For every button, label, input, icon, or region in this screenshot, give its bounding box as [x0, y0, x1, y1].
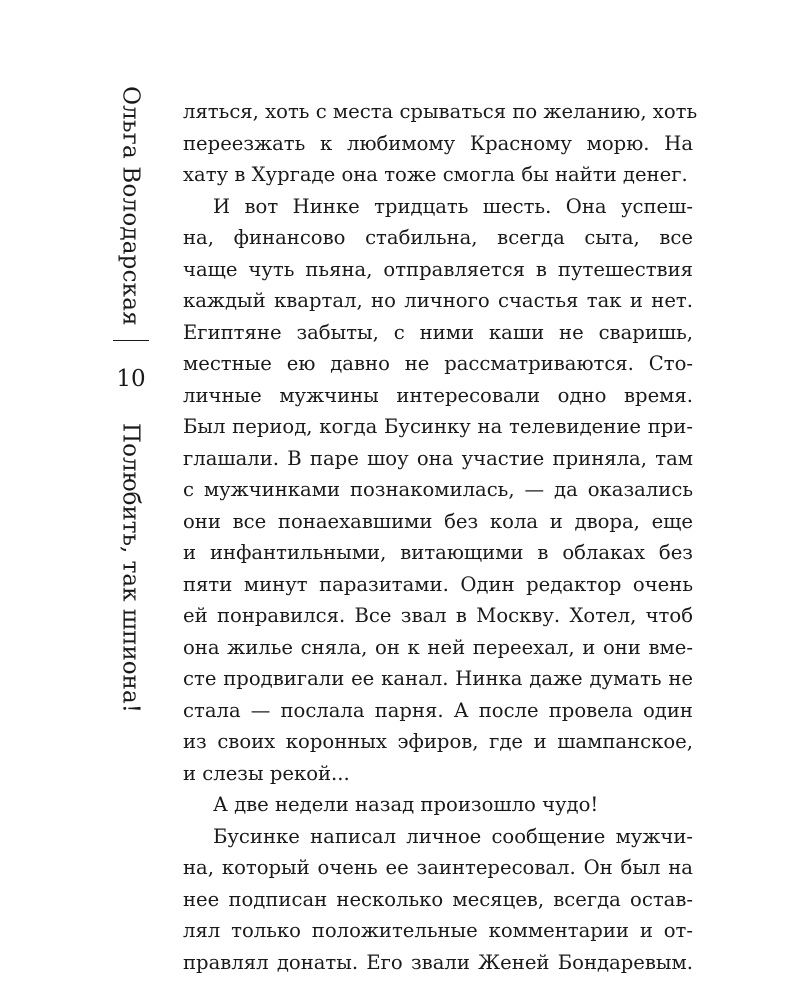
text-line: они все понаехавшими без кола и двора, еще	[183, 509, 693, 533]
text-line: переезжать к любимому Красному морю. На	[183, 131, 693, 155]
text-line: Бусинке написал личное сообщение мужчи-	[213, 824, 693, 848]
text-line: ляться, хоть с места срываться по желанию, хоть	[183, 100, 698, 123]
text-line: пяти минут паразитами. Один редактор очень	[183, 572, 693, 596]
text-line: личные мужчины интересовали одно время.	[183, 383, 693, 407]
text-line: Был период, когда Бусинку на телевидение при-	[183, 415, 693, 438]
running-head-book-title: Полюбить, так шпиона!	[117, 423, 144, 713]
text-line: с мужчинками познакомилась, — да оказались	[183, 478, 693, 501]
text-line: на, который очень ее заинтересовал. Он был на	[183, 856, 693, 879]
text-line: на, финансово стабильна, всегда сыта, все	[183, 226, 693, 249]
body-text	[183, 96, 698, 978]
text-line: лял только положительные комментарии и от-	[183, 919, 693, 942]
text-line: стала — послала парня. А после провела один	[183, 698, 693, 722]
text-line: она жилье сняла, он к ней переехал, и они вме-	[183, 635, 693, 659]
text-line: каждый квартал, но личного счастья так и нет.	[183, 289, 693, 312]
text-line: хату в Хургаде она тоже смогла бы найти денег.	[183, 163, 688, 186]
text-line: нее подписан несколько месяцев, всегда остав-	[183, 887, 693, 911]
text-line: И вот Нинке тридцать шесть. Она успеш-	[213, 194, 693, 218]
text-line: из своих коронных эфиров, где и шампанское,	[183, 730, 693, 753]
page-margin	[110, 86, 150, 713]
running-head-divider	[113, 340, 149, 341]
page-number: 10	[116, 366, 146, 392]
text-line: ей понравился. Все звал в Москву. Хотел, чтоб	[183, 604, 693, 627]
text-line: глашали. В паре шоу она участие приняла, там	[183, 446, 693, 470]
text-line: сте продвигали ее канал. Нинка даже думать не	[183, 667, 693, 690]
text-line: правлял донаты. Его звали Женей Бондаревым.	[183, 950, 693, 974]
text-line: местные ею давно не рассматриваются. Сто-	[183, 352, 693, 375]
text-line: и слезы рекой...	[183, 761, 350, 785]
text-line: чаще чуть пьяна, отправляется в путешествия	[183, 257, 693, 281]
running-head-author: Ольга Володарская	[117, 86, 144, 326]
text-line: Египтяне забыты, с ними каши не сваришь,	[183, 320, 693, 344]
text-line: А две недели назад произошло чудо!	[213, 793, 599, 816]
text-line: и инфантильными, витающими в облаках без	[183, 541, 693, 564]
